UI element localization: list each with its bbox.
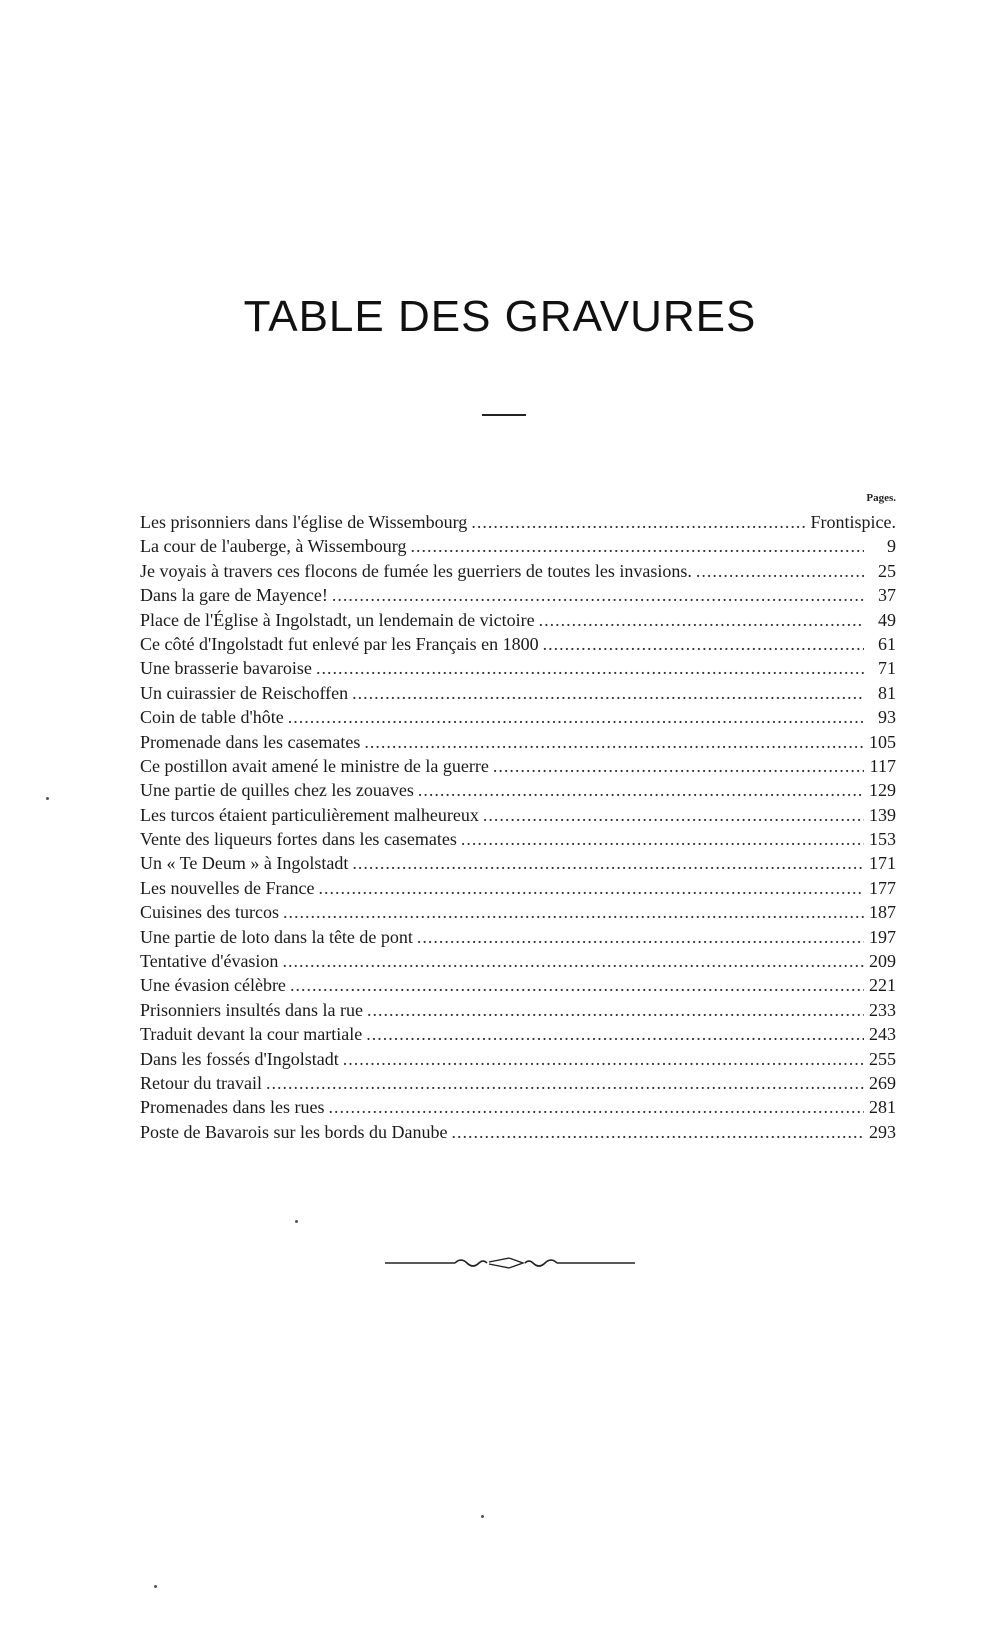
entry-page-number: 49 [878,609,896,630]
entry-page-number: 221 [869,975,896,996]
entry-label: Dans la gare de Mayence! [140,585,328,606]
toc-entry [140,656,896,680]
entry-label: Une évasion célèbre [140,975,286,996]
entry-page-number: Frontispice. [810,512,896,532]
dot-leader [451,1120,864,1144]
entry-label: Les turcos étaient particulièrement malheureux [140,804,479,825]
entry-label: Ce postillon avait amené le ministre de la guerre [140,755,489,776]
toc-entry [140,510,896,534]
entry-page-number: 293 [869,1121,896,1142]
entry-label: Coin de table d'hôte [140,707,284,728]
entry-page-number: 25 [878,560,896,581]
entry-page-number: 233 [869,999,896,1020]
entry-label: Ce côté d'Ingolstadt fut enlevé par les Français en 1800 [140,633,539,654]
dot-leader [366,1022,864,1046]
entry-label: Promenade dans les casemates [140,731,361,752]
toc-entry [140,827,896,851]
toc-entry [140,1047,896,1071]
dot-leader [410,534,864,558]
entry-label: Je voyais à travers ces flocons de fumée les guerriers de toutes les invasions. [140,560,692,581]
entry-page-number: 117 [869,755,896,776]
dot-leader [483,803,864,827]
tailpiece-ornament [385,1253,635,1271]
entry-label: Les nouvelles de France [140,877,315,898]
print-speck [481,1515,484,1518]
dot-leader [493,754,864,778]
entry-page-number: 209 [869,951,896,972]
dot-leader [539,608,864,632]
entry-label: Cuisines des turcos [140,902,279,923]
entry-label: Tentative d'évasion [140,951,279,972]
entry-label: Un « Te Deum » à Ingolstadt [140,853,349,874]
entry-page-number: 281 [869,1097,896,1118]
table-of-engravings [140,510,896,1144]
dot-leader [461,827,864,851]
toc-entry [140,998,896,1022]
dot-leader [316,656,864,680]
entry-label: Dans les fossés d'Ingolstadt [140,1048,339,1069]
toc-entry [140,973,896,997]
entry-page-number: 269 [869,1072,896,1093]
entry-page-number: 93 [878,707,896,728]
page-title: TABLE DES GRAVURES [243,292,757,341]
title-divider [482,414,526,416]
entry-label: La cour de l'auberge, à Wissembourg [140,536,407,557]
toc-entry [140,925,896,949]
toc-entry [140,949,896,973]
dot-leader [283,900,864,924]
entry-label: Retour du travail [140,1072,262,1093]
toc-entry [140,559,896,583]
entry-label: Une partie de loto dans la tête de pont [140,926,413,947]
pages-column-header: Pages. [866,492,896,504]
entry-label: Un cuirassier de Reischoffen [140,682,349,703]
entry-page-number: 197 [869,926,896,947]
dot-leader [352,851,864,875]
entry-page-number: 9 [887,536,896,557]
dot-leader [288,705,864,729]
entry-label: Vente des liqueurs fortes dans les casemates [140,829,457,850]
entry-label: Une brasserie bavaroise [140,658,312,679]
entry-label: Poste de Bavarois sur les bords du Danube [140,1121,448,1142]
toc-entry [140,534,896,558]
toc-entry [140,730,896,754]
entry-page-number: 139 [869,804,896,825]
dot-leader [364,730,864,754]
toc-entry [140,876,896,900]
toc-entry [140,754,896,778]
dot-leader [318,876,864,900]
toc-entry [140,900,896,924]
toc-entry [140,608,896,632]
entry-page-number: 129 [869,780,896,801]
toc-entry [140,1095,896,1119]
toc-entry [140,583,896,607]
dot-leader [332,583,864,607]
toc-entry [140,803,896,827]
dot-leader [471,510,806,534]
entry-label: Traduit devant la cour martiale [140,1024,363,1045]
entry-page-number: 171 [869,853,896,874]
dot-leader [367,998,864,1022]
entry-label: Place de l'Église à Ingolstadt, un lendemain de victoire [140,609,535,630]
toc-entry [140,1022,896,1046]
entry-page-number: 153 [869,829,896,850]
entry-page-number: 177 [869,877,896,898]
toc-entry [140,851,896,875]
entry-label: Les prisonniers dans l'église de Wissembourg [140,512,468,532]
dot-leader [418,778,864,802]
print-speck [46,797,49,800]
entry-label: Promenades dans les rues [140,1097,325,1118]
entry-page-number: 255 [869,1048,896,1069]
print-speck [295,1220,298,1223]
dot-leader [696,559,864,583]
dot-leader [282,949,864,973]
dot-leader [352,681,864,705]
toc-entry [140,1071,896,1095]
entry-label: Prisonniers insultés dans la rue [140,999,363,1020]
dot-leader [266,1071,864,1095]
entry-page-number: 187 [869,902,896,923]
dot-leader [417,925,864,949]
dot-leader [290,973,864,997]
dot-leader [343,1047,864,1071]
toc-entry [140,705,896,729]
entry-page-number: 37 [878,585,896,606]
dot-leader [328,1095,864,1119]
entry-page-number: 105 [869,731,896,752]
toc-entry [140,1120,896,1144]
entry-page-number: 243 [869,1024,896,1045]
toc-entry [140,778,896,802]
entry-page-number: 81 [878,682,896,703]
entry-label: Une partie de quilles chez les zouaves [140,780,414,801]
print-speck [154,1585,157,1588]
toc-entry [140,632,896,656]
entry-page-number: 61 [878,633,896,654]
toc-entry [140,681,896,705]
entry-page-number: 71 [878,658,896,679]
dot-leader [543,632,864,656]
